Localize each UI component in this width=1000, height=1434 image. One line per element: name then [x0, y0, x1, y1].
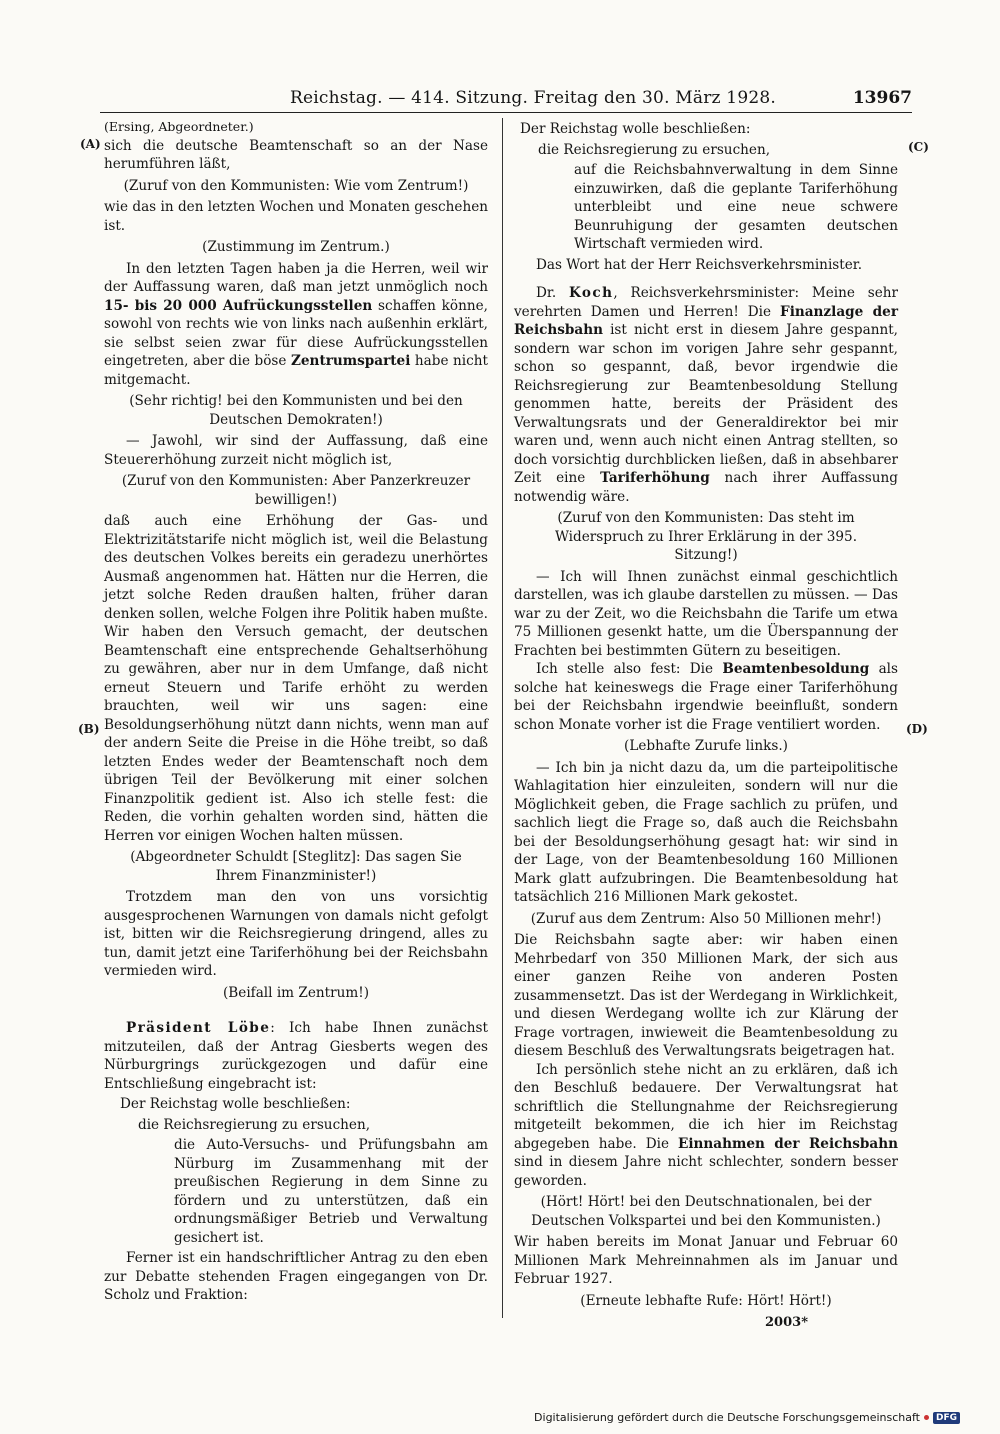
interjection: (Beifall im Zentrum!)	[222, 984, 369, 1001]
text-run: , Reichsverkehrsminister: Meine sehr verehrten Damen und Herren! Die	[514, 285, 899, 320]
page-title: Reichstag. — 414. Sitzung. Freitag den 30. März 1928.	[290, 88, 776, 108]
text-run: Ich persönlich stehe nicht an zu erklären, daß ich den Beschluß bedauere. Der Verwaltungsrat hat schriftlich die Stellungnahme der Reichsregierung mitgeteilt bekommen, die ich hier im Reichstag abgegeben habe. Die	[514, 1061, 898, 1152]
text-run: Ich stelle also fest: Die	[536, 661, 723, 677]
bold-run: 15- bis 20 000 Aufrückungsstellen	[104, 297, 373, 314]
bold-run: Zentrumspartei	[290, 353, 411, 369]
interjection: (Zuruf aus dem Zentrum: Also 50 Millionen mehr!)	[530, 910, 882, 927]
margin-mark-b: (B)	[78, 722, 100, 736]
text-run: : Ich habe Ihnen zunächst mitzuteilen, daß der Antrag Giesberts wegen des Nürburgrings zurückgezogen und dafür eine Entschließung eingebracht ist:	[104, 1020, 488, 1092]
paragraph	[104, 1019, 488, 1093]
text-run: schaffen könne, sowohl von rechts wie von links nach außenhin erklärt, sie selbst seien zwar für diese Aufrückungsstellen eingetreten, aber die böse	[104, 297, 488, 369]
right-column	[514, 118, 898, 1333]
interjection: (Zuruf von den Kommunisten: Das steht im Widerspruch zu Ihrer Erklärung in der 395. Sitzung!)	[554, 510, 858, 563]
page-header	[100, 86, 912, 114]
spacer	[104, 1005, 488, 1019]
paragraph: — Jawohl, wir sind der Auffassung, daß eine Steuererhöhung zurzeit nicht möglich ist,	[104, 433, 488, 468]
interjection: (Lebhafte Zurufe links.)	[624, 738, 788, 754]
speaker-tag: (Ersing, Abgeordneter.)	[104, 119, 254, 134]
bullet-icon	[924, 1415, 929, 1420]
paragraph: sich die deutsche Beamtenschaft so an der Nase herumführen läßt,	[104, 137, 488, 172]
paragraph	[514, 1061, 898, 1191]
motion-line: die Reichsregierung zu ersuchen,	[538, 141, 771, 158]
header-rule	[100, 112, 912, 113]
motion-line: Der Reichstag wolle beschließen:	[120, 1096, 351, 1112]
text-run: In den letzten Tagen haben ja die Herren, weil wir der Auffassung waren, daß man jetzt unmöglich noch	[104, 260, 488, 295]
paragraph: wie das in den letzten Wochen und Monaten geschehen ist.	[104, 199, 488, 234]
paragraph: daß auch eine Erhöhung der Gas- und Elektrizitätstarife nicht möglich ist, weil die Belastung des deutschen Volkes bereits ein geradezu unerhörtes Ausmaß angenommen hat. Hätten nur die Herren, die jetzt solche Reden draußen halten, früher daran denken sollen, welche Folgen ihre Politik haben mußte. Wir haben den Versuch gemacht, der deutschen Beamtenschaft eine entsprechende Gehaltserhöhung zu gewähren, aber nur in dem Umfange, daß nicht erneut Steuern und Tarife erhöht zu werden brauchten, weil wir uns sagen: eine Besoldungserhöhung nützt dann nichts, wenn man auf der andern Seite die Preise in die Höhe treibt, so daß letzten Endes weder der Beamtenschaft noch dem übrigen Teil der Bevölkerung mit einer solchen Finanzpolitik gedient ist. Also ich stelle fest: die Reden, die vorhin gehalten worden sind, hätten die Herren vor einigen Wochen halten müssen.	[104, 513, 488, 844]
bold-run: Beamtenbesoldung	[722, 661, 870, 677]
speaker-name: Koch	[569, 285, 614, 301]
text-run: als solche hat keineswegs die Frage einer Tariferhöhung bei der Reichsbahn irgendwie beeinflußt, sondern schon Monate vorher ist die Frage ventiliert worden.	[514, 661, 898, 733]
footer-text: Digitalisierung gefördert durch die Deutsche Forschungsgemeinschaft	[534, 1411, 920, 1424]
text-run: habe nicht mitgemacht.	[104, 353, 488, 388]
dfg-logo: DFG	[933, 1412, 960, 1424]
printer-signature: 2003*	[765, 1315, 808, 1330]
left-column	[104, 118, 488, 1305]
interjection: (Zustimmung im Zentrum.)	[202, 239, 390, 255]
text-run: nach ihrer Auffassung notwendig wäre.	[514, 470, 898, 505]
paragraph: — Ich will Ihnen zunächst einmal geschichtlich darstellen, was ich glaube darstellen zu müssen. — Das war zu der Zeit, wo die Reichsbahn die Tarife um etwa 75 Millionen gesenkt hatte, um die Überspannung der Frachten bei bestimmten Gütern zu beseitigen.	[514, 568, 898, 659]
interjection: (Zuruf von den Kommunisten: Aber Panzerkreuzer bewilligen!)	[121, 473, 471, 508]
paragraph: Ferner ist ein handschriftlicher Antrag zu den eben zur Debatte stehenden Fragen eingegangen von Dr. Scholz und Fraktion:	[104, 1250, 488, 1303]
text-run: Dr.	[536, 285, 570, 301]
margin-mark-c: (C)	[908, 140, 929, 154]
bold-run: Finanzlage der Reichsbahn	[514, 303, 898, 338]
motion-line: Der Reichstag wolle beschließen:	[520, 121, 751, 137]
interjection: (Zuruf von den Kommunisten: Wie vom Zentrum!)	[123, 177, 469, 194]
interjection: (Erneute lebhafte Rufe: Hört! Hört!)	[580, 1292, 832, 1309]
motion-line: die Reichsregierung zu ersuchen,	[138, 1116, 371, 1133]
motion-text: die Auto-Versuchs- und Prüfungsbahn am Nürburg im Zusammenhang mit der preußischen Regierung in dem Sinne zu fördern und zu unterstützen, daß ein ordnungsmäßiger Betrieb und Verwaltung gesichert ist.	[174, 1137, 488, 1246]
margin-mark-d: (D)	[906, 722, 928, 736]
interjection: (Abgeordneter Schuldt [Steglitz]: Das sagen Sie Ihrem Finanzminister!)	[130, 849, 462, 884]
speaker-name: Präsident Löbe	[126, 1020, 271, 1036]
paragraph	[514, 284, 898, 506]
page-number: 13967	[852, 88, 912, 108]
paragraph	[104, 260, 488, 390]
interjection: (Sehr richtig! bei den Kommunisten und bei den Deutschen Demokraten!)	[129, 393, 463, 428]
bold-run: Tariferhöhung	[600, 470, 710, 486]
text-run: sind in diesem Jahre nicht schlechter, sondern besser geworden.	[514, 1154, 898, 1189]
spacer	[514, 274, 898, 284]
margin-mark-a: (A)	[80, 137, 101, 151]
column-divider	[502, 118, 503, 1318]
digitization-footer	[534, 1411, 960, 1424]
interjection: (Hört! Hört! bei den Deutschnationalen, bei der Deutschen Volkspartei und bei den Kommunisten.)	[531, 1194, 881, 1229]
motion-text: auf die Reichsbahnverwaltung in dem Sinne einzuwirken, daß die geplante Tariferhöhung unterbleibt und eine neue schwere Beunruhigung der gesamten deutschen Wirtschaft vermieden wird.	[574, 162, 898, 252]
text-run: ist nicht erst in diesem Jahre gespannt, sondern war schon im vorigen Jahre sehr gespannt, schon so gespannt, daß, bevor irgendwie die Reichsregierung zur Beamtenbesoldung Stellung genommen hatte, bereits der Präsident des Verwaltungsrats und der Generaldirektor bei mir waren und, wenn auch nicht einen Antrag stellten, so doch vorsichtig durchblicken ließen, daß in absehbarer Zeit eine	[514, 322, 898, 486]
paragraph	[514, 660, 898, 734]
bold-run: Einnahmen der Reichsbahn	[677, 1135, 898, 1152]
paragraph: Wir haben bereits im Monat Januar und Februar 60 Millionen Mark Mehreinnahmen als im Januar und Februar 1927.	[514, 1234, 898, 1287]
paragraph: Trotzdem man den von uns vorsichtig ausgesprochenen Warnungen von damals nicht gefolgt ist, bitten wir die Reichsregierung dringend, alles zu tun, damit jetzt eine Tariferhöhung bei der Reichsbahn vermieden wird.	[104, 889, 488, 979]
paragraph: Die Reichsbahn sagte aber: wir haben einen Mehrbedarf von 350 Millionen Mark, der sich aus einer ganzen Reihe von anderen Posten zusammensetzt. Das ist der Werdegang in Wirklichkeit, und diesen Werdegang wollte ich zur Klärung der Frage vortragen, inwieweit die Beamtenbesoldung zu diesem Beschluß des Verwaltungsrats beigetragen hat.	[514, 932, 898, 1059]
paragraph: — Ich bin ja nicht dazu da, um die parteipolitische Wahlagitation hier einzuleiten, sondern will nur die Möglichkeit geben, die Frage sachlich zu prüfen, und sachlich liegt die Frage so, daß auch die Reichsbahn bei der Besoldungserhöhung gesagt hat: wir sind in der Lage, von der Beamtenbesoldung 160 Millionen Mark glatt aufzubringen. Die Beamtenbesoldung hat tatsächlich 216 Millionen Mark gekostet.	[514, 759, 898, 905]
paragraph: Das Wort hat der Herr Reichsverkehrsminister.	[536, 256, 863, 273]
